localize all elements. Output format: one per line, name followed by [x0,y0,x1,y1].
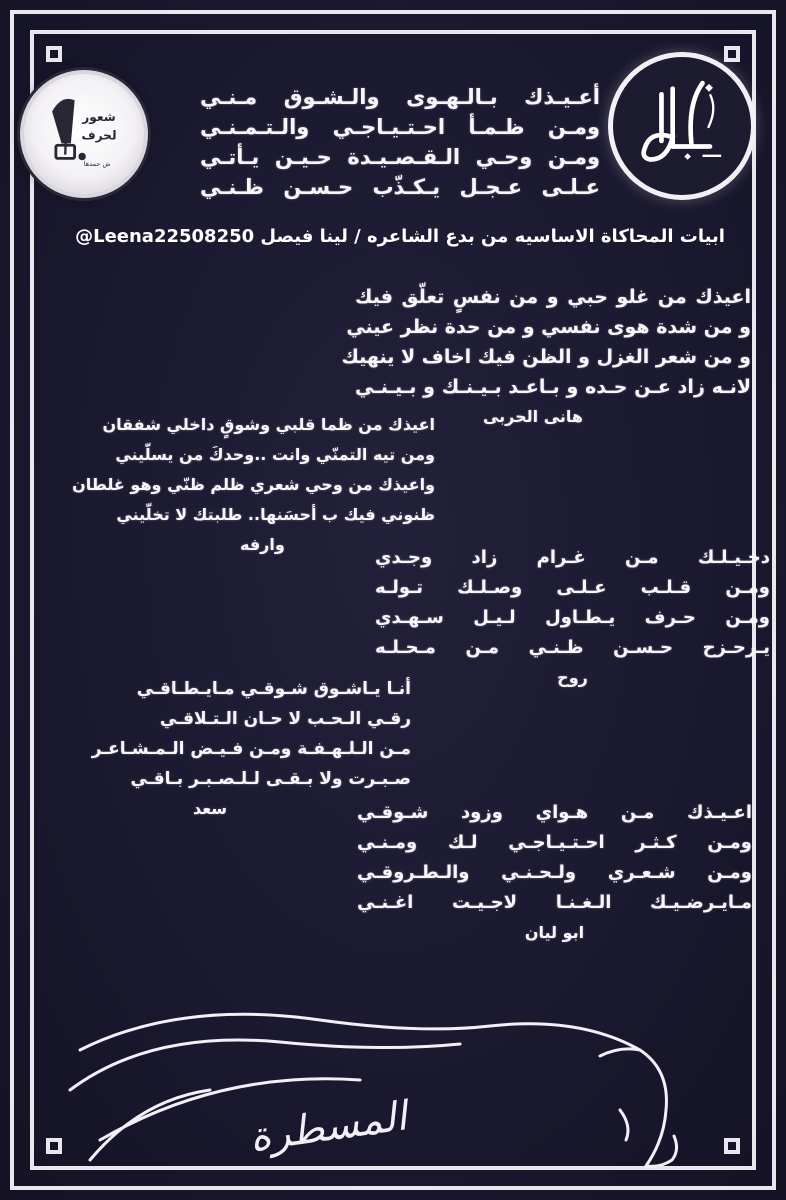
stanza-5 [357,798,752,948]
credit-text: ابيات المحاكاة الاساسيه من بدع الشاعره / لينا فيصل [260,226,725,247]
right-logo [608,52,756,200]
poet-signature: روح [557,668,588,687]
verse-line: ومـن وحـي الـقـصـيـدة حـيـن يـأتـي [200,145,600,169]
main-verse [200,82,600,202]
svg-text:لحرف: لحرف [81,128,117,143]
stanza-line: و من شعر الغزل و الظن فيك اخاف لا ينهيك [341,346,751,368]
stanza-line: دخـيـلـك مـن غـرام زاد وجـدي [375,547,770,568]
stanza-line: أنـا يـاشـوق شـوقـي مـايـطـاقـي [136,679,411,699]
twitter-handle: @Leena22508250 [75,226,255,247]
stanza-line: يـزحـزح حـسـن ظـنـي مـن مـحـلـه [375,637,770,658]
stanza-3 [375,543,770,693]
poet-signature: ابو ليان [524,923,585,942]
stanza-line: و من شدة هوى نفسي و من حدة نظر عيني [346,316,751,338]
verse-line: عـلـى عـجـل يـكـذّب حـسـن ظـنـي [200,175,600,199]
poet-signature: سعد [193,799,228,818]
svg-text:حرف: حرف [613,57,616,58]
stanza-line: رقـي الـحـب لا حـان الـتـلاقـي [159,709,411,729]
poet-signature: وارفه [240,535,285,554]
horse-head-calligraphy-icon [60,990,740,1180]
stanza-line: اعيذك من ظما قلبي وشوقٍ داخلي شفقان [102,415,435,434]
feather-pen-logo-icon [24,74,144,194]
stanza-line: صـبـرت ولا بـقـى لـلـصـبـر بـاقـي [130,769,411,789]
stanza-line: ومن تيه التمنّي وانت ..وحدكَ من يسلّيني [115,445,435,464]
stanza-2 [72,410,435,560]
stanza-line: واعيذك من وحي شعري ظلم ظنّي وهو غلطان [72,475,435,494]
left-logo [20,70,148,198]
stanza-line: مـن الـلـهـفـة ومـن فـيـض الـمـشـاعـر [91,739,411,759]
svg-text:ش حمدها: ش حمدها [83,159,111,168]
verse-line: ومـن ظـمـأ احـتـيـاجـي والـتـمـنـي [200,115,600,139]
stanza-line: لانـه زاد عـن حـده و بـاعـد بـيـنـك و بـيـنـي [355,376,751,398]
quill-calligraphy-logo-icon [613,57,751,195]
stanza-line: ومـن حـرف يـطـاول لـيـل سـهـدي [375,607,770,628]
poet-signature: هانى الحربى [482,407,584,426]
stanza-line: ومـن قـلـب عـلـى وصـلـك تـولـه [375,577,770,598]
stanza-line: ظنوني فيك ب أحسَنها.. طلبتك لا تخلّيني [116,505,435,524]
stanza-line: ومـن كـثـر احـتـيـاجـي لـك ومـنـي [357,832,752,853]
stanza-line: ومـن شـعـري ولـحـنـي والـطـروقـي [357,862,752,883]
stanza-line: مـايـرضـيـك الـغـنـا لاجـيـت اغـنـي [357,892,752,913]
svg-text:شعور: شعور [82,109,116,124]
stanza-line: اعـيـذك مـن هـواي وزود شـوقـي [357,802,752,823]
verse-line: أعـيـذك بـالـهـوى والـشـوق مـنـي [200,85,600,109]
stanza-line: اعيذك من غلو حبي و من نفسٍ تعلّق فيك [355,286,751,308]
calligraphy-text: المسطرة [246,1093,410,1161]
credit-line [60,226,740,247]
